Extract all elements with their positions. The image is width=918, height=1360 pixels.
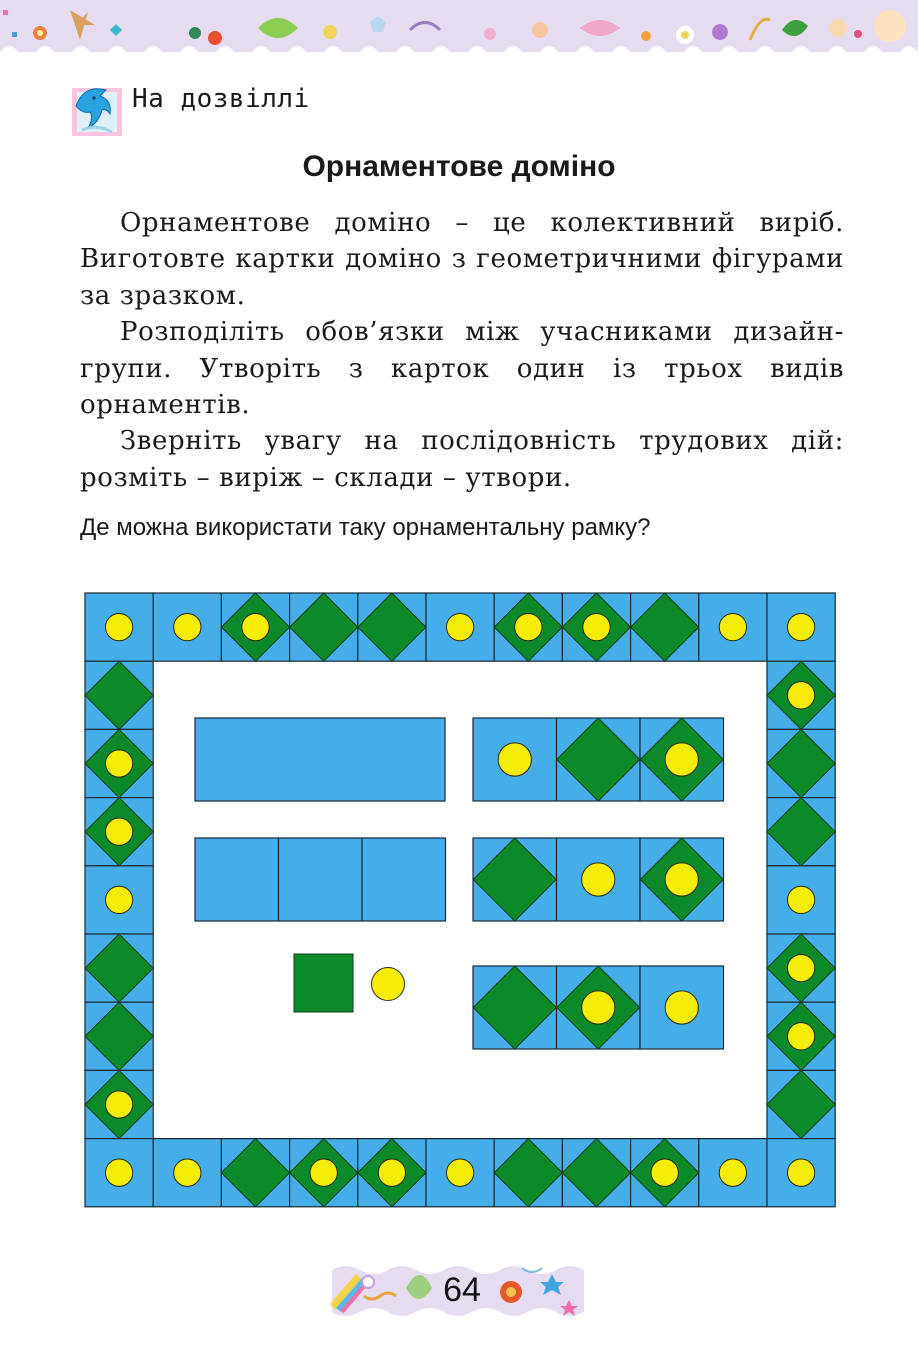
yellow-circle (787, 1023, 814, 1050)
yellow-circle (310, 1159, 337, 1186)
yellow-circle (105, 1159, 132, 1186)
yellow-circle (372, 968, 405, 1001)
yellow-circle (105, 750, 132, 777)
yellow-circle (787, 682, 814, 709)
yellow-circle (651, 1159, 678, 1186)
blank-strip (195, 718, 445, 801)
yellow-circle (787, 954, 814, 981)
yellow-circle (787, 613, 814, 640)
paragraph: Орнаментове доміно – це колективний виріб. Виготовте картки доміно з геометричними фігурами за зразком. (80, 208, 844, 311)
lesson-title: Орнаментове доміно (302, 150, 616, 183)
yellow-circle (242, 613, 269, 640)
page-number: 64 (443, 1271, 481, 1309)
yellow-circle (719, 1159, 746, 1186)
yellow-circle (498, 743, 531, 776)
yellow-circle (665, 863, 698, 896)
paragraph: Зверніть увагу на послідовність трудових дій: розміть – виріж – склади – утвори. (80, 426, 844, 493)
yellow-circle (787, 886, 814, 913)
yellow-circle (583, 613, 610, 640)
yellow-circle (665, 743, 698, 776)
yellow-circle (174, 613, 201, 640)
yellow-circle (105, 886, 132, 913)
yellow-circle (515, 613, 542, 640)
section-label: На дозвіллі (132, 84, 310, 114)
yellow-circle (446, 613, 473, 640)
yellow-circle (665, 991, 698, 1024)
yellow-circle (582, 863, 615, 896)
yellow-circle (582, 991, 615, 1024)
domino-tile (279, 838, 363, 921)
discussion-question: Де можна використати таку орнаментальну рамку? (80, 514, 651, 541)
yellow-circle (719, 613, 746, 640)
yellow-circle (105, 613, 132, 640)
yellow-circle (174, 1159, 201, 1186)
yellow-circle (378, 1159, 405, 1186)
paragraph: Розподіліть обов’язки між учасниками дизайн-групи. Утворіть з карток один із трьох видів орнаментів. (80, 317, 844, 421)
domino-tile (195, 838, 279, 921)
yellow-circle (105, 1091, 132, 1118)
yellow-circle (787, 1159, 814, 1186)
yellow-circle (105, 818, 132, 845)
yellow-circle (446, 1159, 473, 1186)
green-square (294, 954, 353, 1012)
domino-tile (362, 838, 446, 921)
